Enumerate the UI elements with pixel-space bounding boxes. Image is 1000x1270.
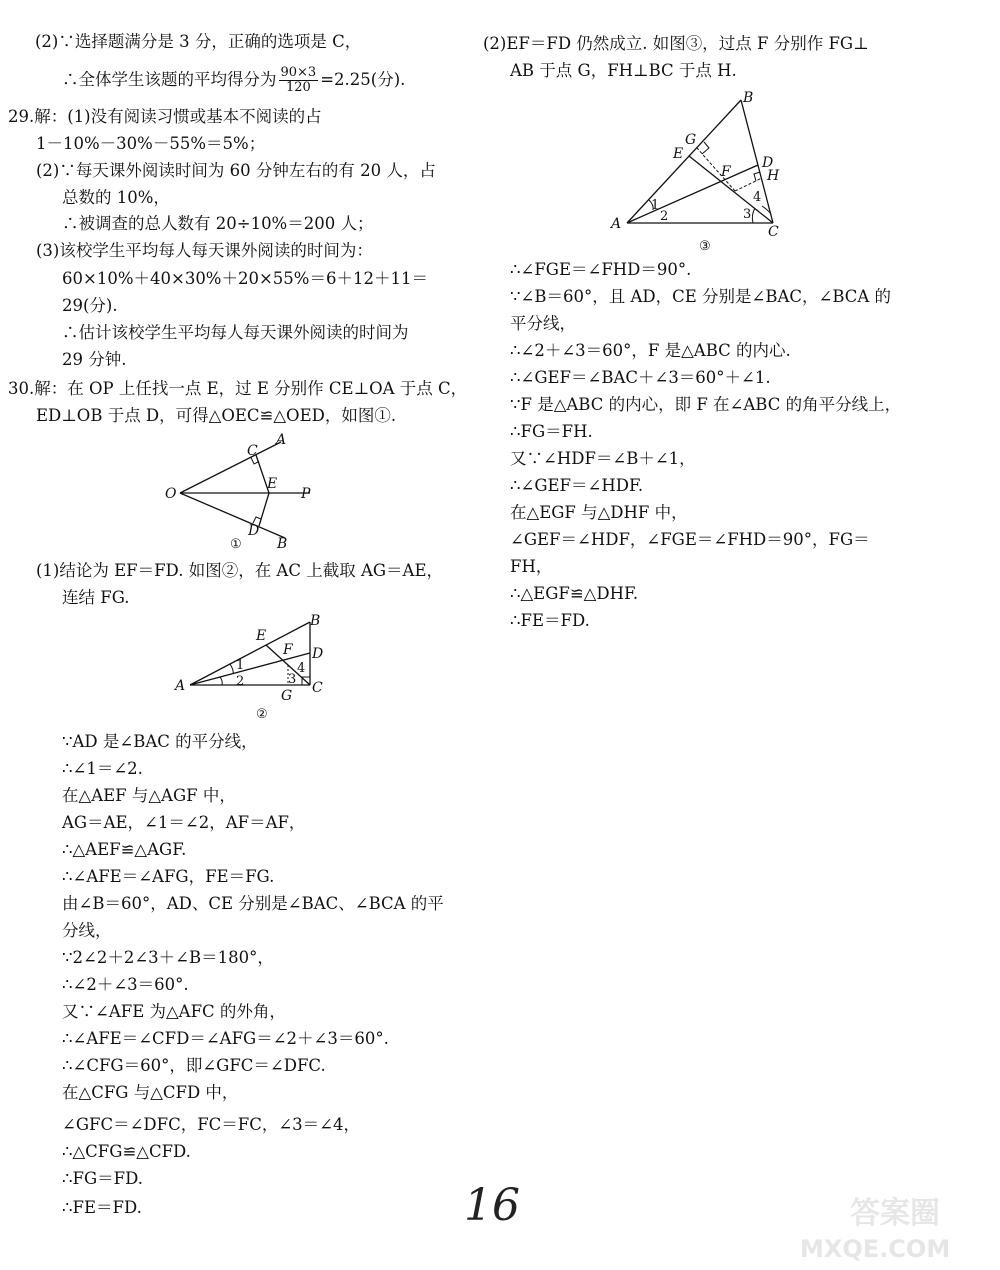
text-line: ∠GFC＝∠DFC，FC＝FC，∠3＝∠4， [62, 1115, 360, 1134]
figure-1 [155, 430, 325, 555]
text-line: ∴∠1＝∠2. [62, 759, 143, 778]
text-line: 在△AEF 与△AGF 中， [62, 786, 236, 805]
text-line: ∴FE＝FD. [62, 1198, 142, 1217]
text-line: 1－10%－30%－55%＝5%； [36, 134, 266, 153]
angle-label-4: 4 [297, 661, 306, 676]
text-line: (2)EF＝FD 仍然成立. 如图③，过点 F 分别作 FG⊥ [483, 34, 869, 53]
label-D: D [248, 523, 260, 539]
text-line: ∵AD 是∠BAC 的平分线， [62, 732, 258, 751]
text-line: 由∠B＝60°，AD、CE 分别是∠BAC、∠BCA 的平 [62, 894, 444, 913]
label-F: F [721, 164, 731, 180]
angle-label-4: 4 [753, 190, 762, 205]
text-line: ∴∠GEF＝∠HDF. [510, 476, 644, 495]
label-E: E [673, 146, 684, 162]
angle-label-1: 1 [236, 658, 245, 673]
text-line: ∴△CFG≌△CFD. [62, 1142, 191, 1161]
text-line: AB 于点 G，FH⊥BC 于点 H. [510, 61, 737, 80]
label-B: B [310, 613, 321, 629]
text-line: ∴∠AFE＝∠CFD＝∠AFG＝∠2＋∠3＝60°. [62, 1029, 389, 1048]
text-line: ∴∠2＋∠3＝60°，F 是△ABC 的内心. [510, 341, 791, 360]
text-line: ∴△AEF≌△AGF. [62, 840, 187, 859]
label-A: A [276, 432, 287, 448]
label-B: B [743, 90, 754, 106]
text-line: 29 分钟. [62, 350, 127, 369]
figure-2 [170, 610, 330, 725]
text-line: ∴FG＝FH. [510, 422, 593, 441]
label-C: C [768, 224, 779, 240]
label-D: D [762, 155, 774, 171]
label-G: G [685, 132, 697, 148]
label-C: C [312, 680, 323, 696]
text-line: ∴∠FGE＝∠FHD＝90°. [510, 260, 692, 279]
text-line: ∵F 是△ABC 的内心，即 F 在∠ABC 的角平分线上， [510, 395, 902, 414]
text-line: (1)结论为 EF＝FD. 如图②，在 AC 上截取 AG＝AE， [36, 561, 444, 580]
svg-text:MXQE.COM: MXQE.COM [800, 1235, 951, 1263]
text-line: ∴FE＝FD. [510, 611, 590, 630]
watermark-logo [790, 1185, 990, 1265]
label-B: B [277, 536, 288, 552]
text-line: 又∵∠HDF＝∠B＋∠1， [510, 449, 696, 468]
text-line: 30.解：在 OP 上任找一点 E，过 E 分别作 CE⊥OA 于点 C， [8, 379, 468, 398]
angle-label-1: 1 [651, 198, 660, 213]
label-G: G [281, 688, 293, 704]
text-line: ∴∠2＋∠3＝60°. [62, 975, 189, 994]
text-line: ∴∠CFG＝60°，即∠GFC＝∠DFC. [62, 1056, 326, 1075]
text-line: 在△EGF 与△DHF 中， [510, 503, 688, 522]
text-line: 在△CFG 与△CFD 中， [62, 1083, 239, 1102]
svg-text:16: 16 [464, 1180, 520, 1231]
text-line: (2)∵选择题满分是 3 分，正确的选项是 C， [35, 32, 362, 51]
fraction: $\frac{90\times 3}{120}$ [280, 65, 317, 95]
text-line: ∴△EGF≌△DHF. [510, 584, 639, 603]
text-line: 又∵∠AFE 为△AFC 的外角， [62, 1002, 286, 1021]
angle-label-2: 2 [236, 674, 245, 689]
text-line: 连结 FG. [62, 588, 130, 607]
page-number [462, 1168, 520, 1238]
label-A: A [611, 216, 622, 232]
text-line: ∴全体学生该题的平均得分为 $\frac{90\times 3}{120}$ =2.25(分). [62, 65, 406, 95]
figure-3 [605, 88, 805, 258]
text-line: 29.解：(1)没有阅读习惯或基本不阅读的占 [8, 107, 322, 126]
svg-text:答案圈: 答案圈 [850, 1196, 940, 1231]
label-H: H [767, 168, 780, 184]
text-line: (2)∵每天课外阅读时间为 60 分钟左右的有 20 人，占 [36, 161, 436, 180]
label-P: P [301, 486, 311, 502]
text-line: ∴FG＝FD. [62, 1169, 143, 1188]
text-line: 平分线， [510, 314, 576, 333]
text-line: 29(分). [62, 296, 118, 315]
text-line: AG＝AE，∠1＝∠2，AF＝AF， [62, 813, 306, 832]
text-line: ∠GEF＝∠HDF，∠FGE＝∠FHD＝90°，FG＝ [510, 530, 870, 549]
text-line: 分线， [62, 921, 112, 940]
figure-caption: ③ [699, 239, 711, 254]
text-line: ∴∠GEF＝∠BAC＋∠3＝60°＋∠1. [510, 368, 771, 387]
label-C: C [247, 443, 258, 459]
text-line: 60×10%＋40×30%＋20×55%＝6＋12＋11＝ [62, 269, 428, 288]
text-line: 总数的 10%， [62, 188, 170, 207]
label-D: D [312, 646, 324, 662]
figure-caption: ② [256, 707, 268, 722]
text-line: (3)该校学生平均每人每天课外阅读的时间为： [36, 241, 373, 260]
label-F: F [283, 642, 293, 658]
text-line: ∴∠AFE＝∠AFG，FE＝FG. [62, 867, 275, 886]
text-line: ∴估计该校学生平均每人每天课外阅读的时间为 [62, 323, 409, 342]
label-A: A [175, 678, 186, 694]
angle-label-2: 2 [660, 209, 669, 224]
angle-label-3: 3 [743, 207, 752, 222]
text-line: ED⊥OB 于点 D，可得△OEC≌△OED，如图①. [36, 406, 397, 425]
text-line: ∴被调查的总人数有 20÷10%＝200 人； [62, 214, 374, 233]
text-line: FH， [510, 557, 553, 576]
angle-label-3: 3 [288, 672, 297, 687]
text-line: ∵∠B＝60°，且 AD，CE 分别是∠BAC，∠BCA 的 [510, 287, 892, 306]
label-O: O [165, 486, 177, 502]
label-E: E [267, 476, 278, 492]
text-line: ∵2∠2＋2∠3＋∠B＝180°， [62, 948, 274, 967]
label-E: E [256, 628, 267, 644]
figure-caption: ① [230, 537, 242, 552]
